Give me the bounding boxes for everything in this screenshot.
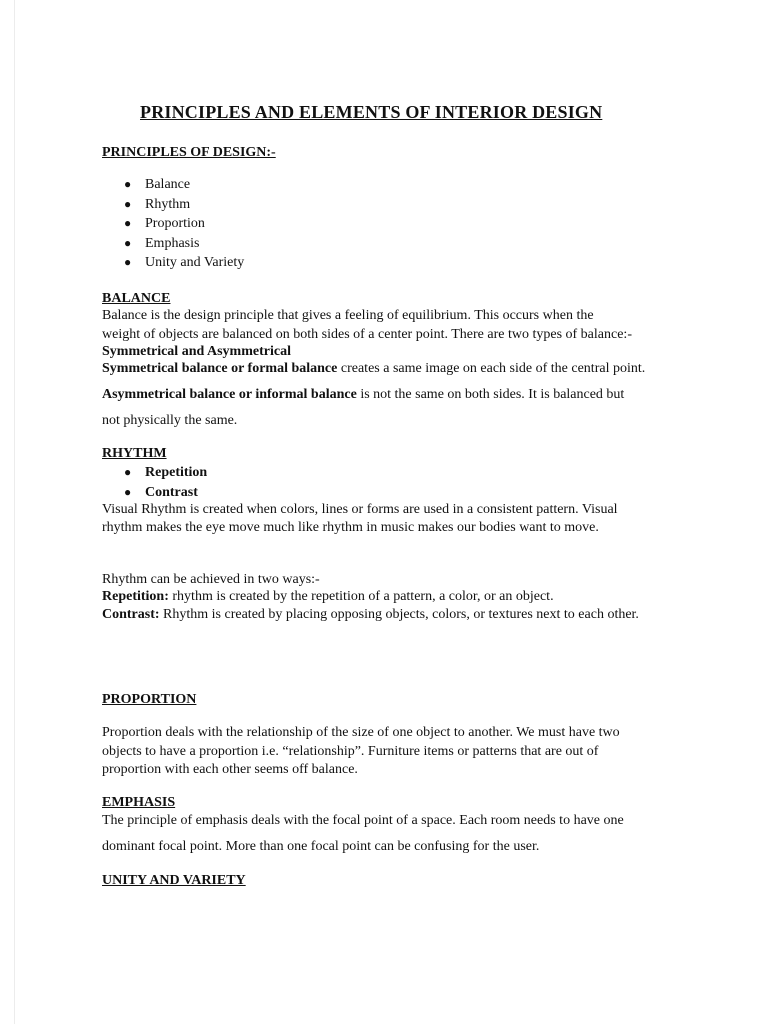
contrast-description: Rhythm is created by placing opposing objects, colors, or textures next to each other. — [159, 607, 639, 622]
balance-heading: BALANCE — [102, 291, 171, 306]
proportion-text-line: objects to have a proportion i.e. “relationship”. Furniture items or patterns that are out of — [102, 744, 599, 759]
list-item: ● Balance — [102, 175, 244, 195]
principles-list — [102, 175, 244, 273]
emphasis-heading: EMPHASIS — [102, 795, 176, 810]
repetition-description: rhythm is created by the repetition of a pattern, a color, or an object. — [168, 589, 554, 604]
list-item: ● Contrast — [102, 483, 207, 503]
list-item: ● Repetition — [102, 463, 207, 483]
bullet-icon: ● — [124, 216, 132, 230]
bullet-icon: ● — [124, 235, 132, 250]
bullet-icon: ● — [124, 484, 132, 499]
proportion-heading: PROPORTION — [102, 692, 197, 707]
repetition-line — [102, 587, 554, 607]
asymmetrical-term: Asymmetrical balance or informal balance — [102, 387, 357, 402]
list-item: ● Emphasis — [102, 234, 244, 254]
rhythm-text-line: Visual Rhythm is created when colors, lines or forms are used in a consistent pattern. Visual — [102, 502, 618, 517]
symmetrical-term: Symmetrical balance or formal balance — [102, 361, 338, 376]
rhythm-list — [102, 463, 207, 502]
rhythm-heading: RHYTHM — [102, 446, 167, 461]
bullet-icon: ● — [124, 177, 132, 191]
symmetrical-description: creates a same image on each side of the central point. — [337, 361, 646, 376]
unity-variety-heading: UNITY AND VARIETY — [102, 873, 246, 888]
bullet-icon: ● — [124, 465, 132, 479]
proportion-text-line: proportion with each other seems off balance. — [102, 762, 358, 777]
rhythm-ways: Rhythm can be achieved in two ways:- — [102, 572, 320, 587]
contrast-term: Contrast: — [102, 607, 160, 622]
list-item: ● Proportion — [102, 214, 244, 234]
proportion-text-line: Proportion deals with the relationship of the size of one object to another. We must have two — [102, 725, 620, 740]
balance-types: Symmetrical and Asymmetrical — [102, 344, 291, 359]
list-item: ● Rhythm — [102, 195, 244, 215]
list-item: ● Unity and Variety — [102, 253, 244, 273]
balance-text-line: Balance is the design principle that gives a feeling of equilibrium. This occurs when the — [102, 308, 594, 323]
balance-text-line: weight of objects are balanced on both sides of a center point. There are two types of balance:- — [102, 327, 632, 342]
principles-heading: PRINCIPLES OF DESIGN:- — [102, 145, 276, 160]
asymmetrical-description: is not the same on both sides. It is balanced but — [356, 387, 625, 402]
document-title: PRINCIPLES AND ELEMENTS OF INTERIOR DESIGN — [140, 102, 603, 122]
rhythm-text-line: rhythm makes the eye move much like rhythm in music makes our bodies want to move. — [102, 520, 599, 535]
bullet-icon: ● — [124, 196, 132, 211]
emphasis-text-line: The principle of emphasis deals with the focal point of a space. Each room needs to have one — [102, 813, 624, 828]
bullet-icon: ● — [124, 255, 132, 269]
balance-text-line: not physically the same. — [102, 413, 238, 428]
asymmetrical-balance-line — [102, 385, 624, 405]
repetition-term: Repetition: — [102, 589, 169, 604]
page-edge — [14, 0, 15, 1024]
symmetrical-balance-line — [102, 359, 645, 379]
emphasis-text-line: dominant focal point. More than one focal point can be confusing for the user. — [102, 839, 540, 854]
contrast-line — [102, 605, 639, 625]
